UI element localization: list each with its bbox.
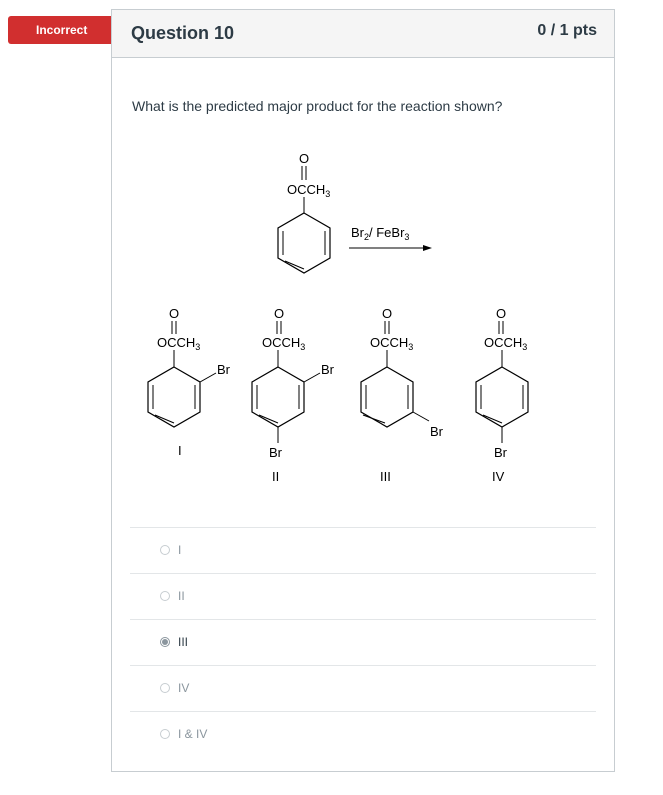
radio-button[interactable]	[160, 591, 170, 601]
svg-text:O: O	[274, 306, 285, 321]
product-numeral-2: II	[272, 469, 280, 484]
reaction-arrow	[349, 225, 432, 251]
answer-label: I & IV	[178, 727, 208, 741]
radio-button-selected[interactable]	[160, 637, 170, 647]
product-4-structure	[476, 306, 528, 484]
question-header	[112, 10, 614, 58]
svg-text:OCCH3: $OCCH_3$	[157, 335, 201, 352]
svg-text:Br2/ FeBr3: $Br_2/$ FeBr$_3$	[351, 225, 410, 242]
reactant-carbonyl-o: O	[299, 151, 310, 166]
reaction-diagram	[142, 140, 592, 495]
answer-option[interactable]	[130, 527, 596, 573]
svg-text:Br: Br	[494, 445, 507, 460]
answer-label: III	[178, 635, 189, 649]
answer-option[interactable]	[130, 573, 596, 619]
product-numeral-3: III	[380, 469, 391, 484]
reactant-structure	[278, 151, 330, 273]
answer-option[interactable]	[130, 619, 596, 665]
svg-text:O: O	[169, 306, 180, 321]
question-prompt: What is the predicted major product for the reaction shown?	[132, 98, 503, 114]
svg-text:Br: Br	[269, 445, 282, 460]
radio-button[interactable]	[160, 729, 170, 739]
incorrect-badge: Incorrect	[8, 16, 121, 44]
svg-text:Br: Br	[217, 362, 230, 377]
question-title: Question 10	[131, 23, 235, 43]
question-card	[111, 9, 615, 772]
answer-label: II	[178, 589, 185, 603]
svg-text:OCCH3: $OCCH_3$	[370, 335, 414, 352]
answer-label: I	[178, 543, 182, 557]
radio-button[interactable]	[160, 545, 170, 555]
answer-list	[130, 527, 596, 757]
answer-option[interactable]	[130, 665, 596, 711]
svg-text:OCCH3: $OCCH_3$	[262, 335, 306, 352]
question-points: 0 / 1 pts	[537, 22, 597, 39]
product-1-structure	[148, 306, 231, 458]
product-numeral-4: IV	[492, 469, 505, 484]
svg-text:Br: Br	[321, 362, 334, 377]
svg-text:Br: Br	[430, 424, 443, 439]
product-2-structure	[252, 306, 335, 484]
answer-label: IV	[178, 681, 190, 695]
svg-text:O: O	[496, 306, 507, 321]
answer-option[interactable]	[130, 711, 596, 757]
svg-text:OCCH3: $OCCH_3$	[484, 335, 528, 352]
svg-text:O: O	[382, 306, 393, 321]
radio-button[interactable]	[160, 683, 170, 693]
svg-text:OCCH3: $OCCH_3$	[287, 182, 331, 199]
product-numeral-1: I	[178, 443, 182, 458]
product-3-structure	[361, 306, 444, 484]
